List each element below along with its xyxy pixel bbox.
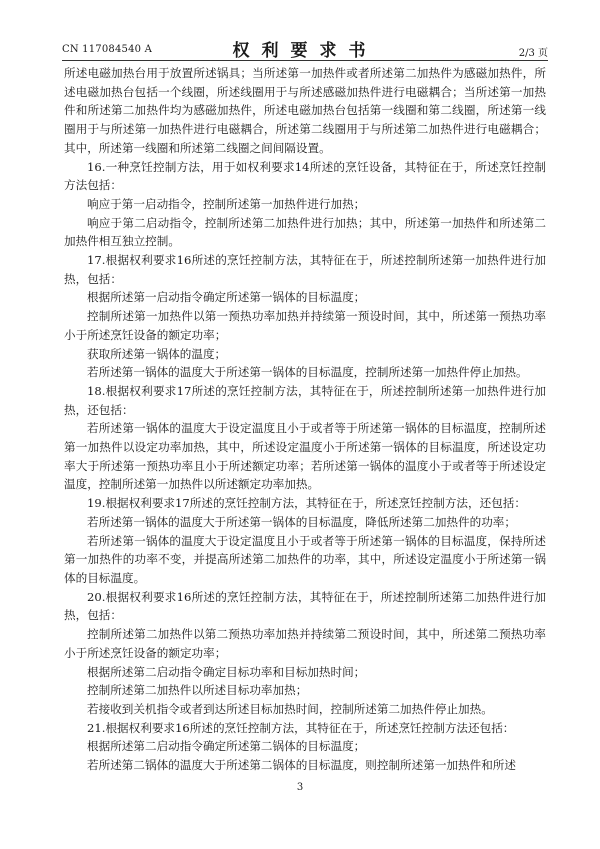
claim-paragraph: 18.根据权利要求17所述的烹饪控制方法，其特征在于，所述控制所述第一加热件进行加热，还包括： <box>64 383 546 417</box>
claim-paragraph: 控制所述第二加热件以所述目标功率加热； <box>87 683 308 698</box>
claim-paragraph: 若所述第一锅体的温度大于设定温度且小于或者等于所述第一锅体的目标温度，保持所述第一加热件的功率不变，并提高所述第二加热件的功率，其中，所述设定温度小于所述第一锅体的目标温度。 <box>64 533 546 585</box>
claim-paragraph: 控制所述第一加热件以第一预热功率加热并持续第一预设时间，其中，所述第一预热功率小于所述烹饪设备的额定功率； <box>64 309 546 342</box>
claim-paragraph: 若所述第一锅体的温度大于设定温度且小于或者等于所述第一锅体的目标温度，控制所述第一加热件以设定功率加热，其中，所述设定温度小于所述第一锅体的目标温度，所述设定功率大于所述第一预热功率且小于所述额定功率；若所述第一锅体的温度小于或者等于所述设定温度，控制所述第一加热件以所述额定功率加热。 <box>64 421 546 492</box>
claim-paragraph: 21.根据权利要求16所述的烹饪控制方法，其特征在于，所述烹饪控制方法还包括： <box>87 720 515 735</box>
claim-paragraph: 根据所述第二启动指令确定所述第二锅体的目标温度； <box>87 739 366 754</box>
claim-paragraph: 若所述第二锅体的温度大于所述第二锅体的目标温度，则控制所述第一加热件和所述 <box>87 758 516 773</box>
claim-paragraph: 16.一种烹饪控制方法，用于如权利要求14所述的烹饪设备，其特征在于，所述烹饪控制方法包括： <box>64 159 546 193</box>
claim-paragraph: 所述电磁加热台用于放置所述锅具；当所述第一加热件或者所述第二加热件为感磁加热件，所述电磁加热台包括一个线圈，所述线圈用于与所述感磁加热件进行电磁耦合；当所述第一加热件和所述第二加热件均为感磁加热件，所述电磁加热台包括第一线圈和第二线圈，所述第一线圈用于与所述第一加热件进行电磁耦合，所述第二线圈用于与所述第二加热件进行电磁耦合；其中，所述第一线圈和所述第二线圈之间间隔设置。 <box>64 66 546 155</box>
claim-paragraph: 若所述第一锅体的温度大于所述第一锅体的目标温度，控制所述第一加热件停止加热。 <box>87 365 528 380</box>
claim-paragraph: 根据所述第一启动指令确定所述第一锅体的目标温度； <box>87 290 366 305</box>
claim-paragraph: 17.根据权利要求16所述的烹饪控制方法，其特征在于，所述控制所述第一加热件进行加热，包括： <box>64 253 546 286</box>
publication-number: CN 117084540 A <box>62 44 153 55</box>
claim-paragraph: 20.根据权利要求16所述的烹饪控制方法，其特征在于，所述控制所述第二加热件进行加热，包括： <box>64 589 546 623</box>
page-number: 3 <box>296 782 304 793</box>
claim-paragraph: 根据所述第二启动指令确定目标功率和目标加热时间； <box>87 664 366 679</box>
claims-body <box>64 64 546 775</box>
page-info: 2/3 页 <box>518 48 548 59</box>
claim-paragraph: 响应于第一启动指令，控制所述第一加热件进行加热； <box>87 196 366 211</box>
claim-paragraph: 19.根据权利要求17所述的烹饪控制方法，其特征在于，所述烹饪控制方法，还包括： <box>87 496 526 511</box>
claim-paragraph: 若接收到关机指令或者到达所述目标加热时间，控制所述第二加热件停止加热。 <box>87 701 493 716</box>
header-rule <box>62 60 548 61</box>
claim-paragraph: 响应于第二启动指令，控制所述第二加热件进行加热；其中，所述第一加热件和所述第二加热件相互独立控制。 <box>64 215 546 249</box>
page-header <box>62 36 548 62</box>
document-title: 权利要求书 <box>232 41 378 61</box>
claim-paragraph: 控制所述第二加热件以第二预热功率加热并持续第二预设时间，其中，所述第二预热功率小于所述烹饪设备的额定功率； <box>64 627 546 660</box>
claim-paragraph: 若所述第一锅体的温度大于所述第一锅体的目标温度，降低所述第二加热件的功率； <box>87 514 516 529</box>
claim-paragraph: 获取所述第一锅体的温度； <box>87 346 227 361</box>
